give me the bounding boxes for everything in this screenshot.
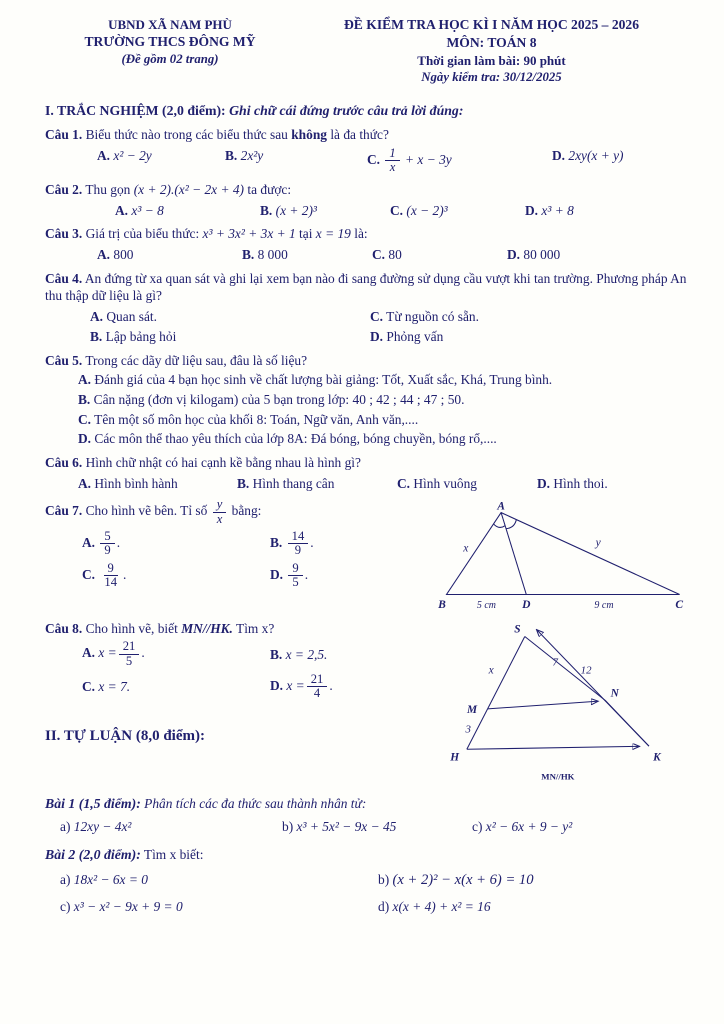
question-4-text: Câu 4. An đứng từ xa quan sát và ghi lại xem bạn nào đi sang đường sử dụng cầu vượt khi tan trường. Phương pháp An thu thập dữ liệu là gì? (45, 270, 687, 304)
q6-option-a: A. Hình bình hành (78, 475, 178, 491)
side-x-label: x (463, 542, 469, 555)
q2-option-a: A. x³ − 8 (115, 202, 164, 218)
question-1 (45, 126, 688, 175)
exam-subject: MÔN: TOÁN 8 (446, 34, 537, 50)
q1-option-a: A. x² − 2y (97, 147, 152, 163)
question-2-label: Câu 2. (45, 182, 83, 197)
q3-option-a: A. 800 (97, 247, 134, 263)
question-4-options (45, 308, 688, 345)
question-8-options (45, 640, 442, 700)
parallel-segments-figure (442, 622, 680, 785)
header-title-block (295, 16, 688, 86)
q8-option-d: D. x = $\frac{21}{4}$ . (270, 671, 333, 701)
segment-x-label: x (488, 664, 494, 677)
vertex-d-label: D (522, 599, 531, 612)
q6-option-d: D. Hình thoi. (537, 475, 608, 491)
question-7-label: Câu 7. (45, 503, 83, 519)
exam-duration: Thời gian làm bài: 90 phút (417, 52, 566, 68)
question-3-label: Câu 3. (45, 226, 83, 242)
question-8 (45, 620, 442, 747)
q2-option-c: C. (x − 2)³ (390, 202, 448, 218)
vertex-a-label: A (497, 500, 505, 513)
essay-problem-2 (45, 846, 688, 915)
question-5-text: Câu 5. Trong các dãy dữ liệu sau, đâu là số liệu? (45, 352, 308, 368)
question-6-options (45, 475, 688, 493)
question-5 (45, 352, 688, 448)
q1-option-b: B. 2x²y (225, 147, 264, 163)
exam-header (45, 16, 688, 86)
question-6 (45, 454, 688, 492)
question-3-text: Câu 3. Giá trị của biểu thức: x³ + 3x² + 3x + 1 tại x = 19 là: (45, 226, 368, 242)
q8-option-b: B. x = 2,5. (270, 646, 328, 662)
problem-2-label: Bài 2 (2,0 điểm): (45, 847, 141, 863)
p1-item-c: c) x² − 6x + 9 − y² (472, 819, 573, 835)
figure-caption: MN//HK (541, 770, 575, 781)
p1-item-b: b) x³ + 5x² − 9x − 45 (282, 819, 397, 835)
q7-option-d: D. $\frac{9}{5}$ . (270, 560, 309, 590)
question-7-text: Câu 7. Cho hình vẽ bên. Tỉ số $\frac{y}{x}$ bằng: (45, 497, 262, 526)
question-5-label: Câu 5. (45, 352, 83, 368)
section-1-title: I. TRẮC NGHIỆM (2,0 điểm): (45, 102, 226, 118)
point-k-label: K (653, 751, 661, 764)
problem-2-items-row-1 (45, 871, 688, 890)
question-5-options (45, 371, 688, 448)
q6-option-b: B. Hình thang cân (237, 475, 335, 491)
segment-dc-label: 9 cm (594, 600, 614, 612)
segment-7-label: 7 (552, 656, 558, 669)
exam-title: ĐỀ KIỂM TRA HỌC KÌ I NĂM HỌC 2025 – 2026 (343, 17, 640, 32)
q1-option-c: C. $\frac{1}{x}$ + x − 3y (367, 145, 452, 175)
q7-option-c: C. $\frac{9}{14}$ . (82, 560, 127, 590)
q4-option-a: A. Quan sát. (90, 309, 157, 325)
q3-option-d: D. 80 000 (507, 247, 561, 263)
segment-bd-label: 5 cm (476, 600, 496, 612)
p1-item-a: a) 12xy − 4x² (60, 819, 132, 835)
problem-1-heading (45, 795, 688, 813)
q3-option-b: B. 8 000 (242, 247, 288, 263)
q8-option-c: C. x = 7. (82, 678, 131, 694)
point-s-label: S (514, 623, 521, 636)
section-1-heading (45, 102, 688, 120)
question-8-text: Câu 8. Cho hình vẽ, biết MN//HK. Tìm x? (45, 620, 275, 636)
problem-1-instruction: Phân tích các đa thức sau thành nhân tử: (144, 796, 367, 812)
question-3 (45, 225, 688, 263)
q5-option-c: C. Tên một số môn học của khối 8: Toán, Ngữ văn, Anh văn,.... (78, 411, 419, 427)
point-h-label: H (450, 751, 460, 764)
problem-1-label: Bài 1 (1,5 điểm): (45, 796, 141, 812)
question-1-options (45, 147, 688, 175)
section-2-heading: II. TỰ LUẬN (8,0 điểm): (45, 727, 205, 744)
p2-item-d: d) x(x + 4) + x² = 16 (378, 898, 491, 914)
q7-option-a: A. $\frac{5}{9}$ . (82, 528, 121, 558)
header-school-block (45, 16, 295, 86)
header-school: TRƯỜNG THCS ĐÔNG MỸ (84, 34, 256, 50)
point-m-label: M (467, 703, 478, 716)
question-8-label: Câu 8. (45, 620, 83, 636)
q2-option-b: B. (x + 2)³ (260, 202, 317, 218)
q5-option-a: A. Đánh giá của 4 bạn học sinh về chất lượng bài giảng: Tốt, Xuất sắc, Khá, Trung bình. (78, 372, 553, 388)
question-6-text: Câu 6. Hình chữ nhật có hai cạnh kề bằng nhau là hình gì? (45, 454, 361, 470)
question-7 (45, 498, 436, 590)
segment-3-label: 3 (465, 723, 471, 736)
problem-2-items-row-2 (45, 898, 688, 916)
segment-12-label: 12 (580, 664, 592, 677)
p2-item-c: c) x³ − x² − 9x + 9 = 0 (60, 898, 183, 914)
question-8-row (45, 620, 688, 785)
side-y-label: y (595, 537, 601, 550)
p2-item-b: b) (x + 2)² − x(x + 6) = 10 (378, 872, 534, 889)
problem-2-heading (45, 846, 688, 864)
p2-item-a: a) 18x² − 6x = 0 (60, 872, 148, 888)
question-4-label: Câu 4. (45, 270, 83, 286)
question-2 (45, 181, 688, 219)
q7-option-b: B. $\frac{14}{9}$ . (270, 528, 314, 558)
triangle-figure (436, 500, 688, 613)
q4-option-d: D. Phỏng vấn (370, 328, 444, 344)
q5-option-b: B. Cân nặng (đơn vị kilogam) của 5 bạn trong lớp: 40 ; 42 ; 44 ; 47 ; 50. (78, 391, 465, 407)
question-2-text: Câu 2. Thu gọn (x + 2).(x² − 2x + 4) ta được: (45, 182, 292, 197)
q1-option-d: D. 2xy(x + y) (552, 147, 624, 163)
q3-option-c: C. 80 (372, 247, 402, 263)
q2-option-d: D. x³ + 8 (525, 202, 574, 218)
question-1-text: Câu 1. Biểu thức nào trong các biểu thức sau không là đa thức? (45, 127, 389, 143)
q4-option-c: C. Từ nguồn có sẵn. (370, 309, 479, 325)
essay-problem-1 (45, 795, 688, 836)
question-7-row (45, 498, 688, 613)
q5-option-d: D. Các môn thể thao yêu thích của lớp 8A: Đá bóng, bóng chuyền, bóng rổ,.... (78, 431, 497, 447)
problem-1-items (45, 818, 688, 836)
q8-option-a: A. x = $\frac{21}{5}$ . (82, 639, 145, 668)
q4-option-b: B. Lập bảng hỏi (90, 328, 177, 344)
vertex-c-label: C (675, 599, 684, 612)
fraction: $\frac{1}{x}$ (385, 147, 399, 175)
problem-2-instruction: Tìm x biết: (143, 847, 204, 863)
section-1-subtitle: Ghi chữ cái đứng trước câu trả lời đúng: (229, 102, 464, 118)
vertex-b-label: B (438, 599, 446, 612)
header-org: UBND XÃ NAM PHÙ (108, 17, 232, 32)
q6-option-c: C. Hình vuông (397, 475, 477, 491)
question-3-options (45, 246, 688, 264)
question-6-label: Câu 6. (45, 454, 83, 470)
header-pages-note: (Đề gồm 02 trang) (121, 52, 219, 67)
question-4 (45, 270, 688, 346)
ratio-fraction: $\frac{y}{x}$ (213, 498, 227, 526)
question-7-options (45, 530, 436, 590)
point-n-label: N (610, 687, 619, 700)
question-2-options (45, 202, 688, 220)
exam-date: Ngày kiểm tra: 30/12/2025 (421, 70, 562, 85)
question-1-label: Câu 1. (45, 127, 83, 143)
